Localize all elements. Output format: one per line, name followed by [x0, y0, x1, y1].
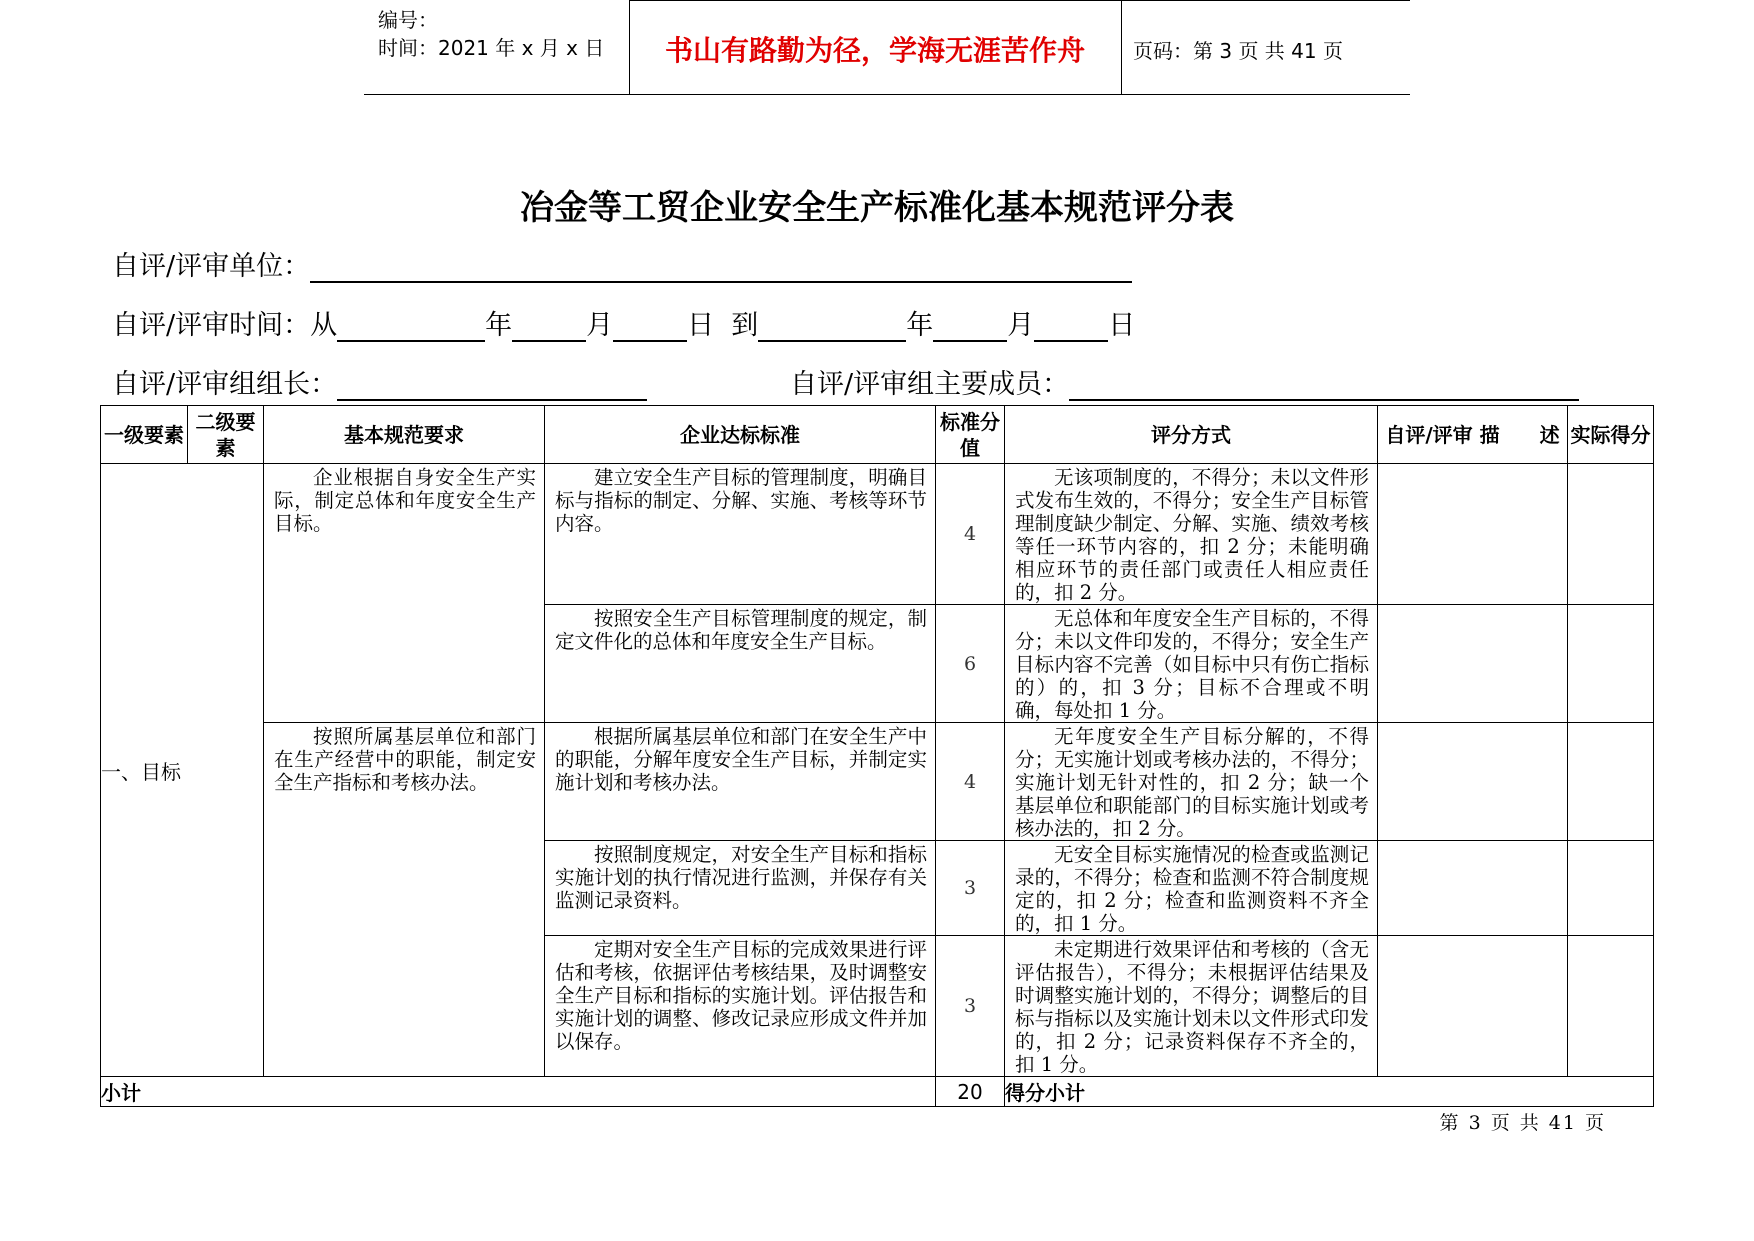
month-label: 月	[586, 310, 614, 341]
leader-label: 自评/评审组组长：	[112, 369, 338, 400]
requirement-cell: 按照所属基层单位和部门在生产经营中的职能，制定安全生产指标和考核办法。	[264, 723, 545, 1077]
header-review: 自评/评审 描 述	[1378, 406, 1568, 464]
review-cell[interactable]	[1378, 936, 1568, 1077]
subtotal-row	[101, 1077, 1654, 1107]
table-header-row	[101, 406, 1654, 464]
header-level1: 一级要素	[101, 406, 188, 464]
members-line	[790, 362, 1579, 401]
doc-time-label: 时间：2021 年 x 月 x 日	[378, 36, 605, 60]
review-cell[interactable]	[1378, 723, 1568, 841]
page-header	[364, 0, 1410, 95]
actual-score-cell[interactable]	[1568, 464, 1654, 605]
month-label: 月	[1007, 310, 1035, 341]
review-cell[interactable]	[1378, 464, 1568, 605]
from-year-blank[interactable]	[337, 312, 485, 342]
unit-line	[112, 244, 1132, 283]
leader-line	[112, 362, 647, 401]
standard-cell: 建立安全生产目标的管理制度，明确目标与指标的制定、分解、实施、考核等环节内容。	[545, 464, 936, 605]
time-line	[112, 303, 1135, 342]
score-table	[100, 405, 1654, 1107]
element-goal: 一、目标	[101, 464, 264, 1077]
page-footer: 第 3 页 共 41 页	[1439, 1112, 1606, 1134]
header-level2: 二级要素	[188, 406, 264, 464]
header-score: 标准分值	[936, 406, 1005, 464]
doc-number-label: 编号：	[378, 8, 438, 32]
to-year-blank[interactable]	[758, 312, 906, 342]
header-page-info: 页码：第 3 页 共 41 页	[1133, 39, 1343, 63]
standard-cell: 按照安全生产目标管理制度的规定，制定文件化的总体和年度安全生产目标。	[545, 605, 936, 723]
actual-score-cell[interactable]	[1568, 936, 1654, 1077]
to-day-blank[interactable]	[1034, 312, 1108, 342]
from-month-blank[interactable]	[512, 312, 586, 342]
header-standard: 企业达标标准	[545, 406, 936, 464]
table-row	[101, 723, 1654, 841]
header-meta	[364, 0, 630, 94]
time-label: 自评/评审时间：从	[112, 310, 338, 341]
score-cell: 6	[936, 605, 1005, 723]
day-label: 日	[687, 310, 715, 341]
review-cell[interactable]	[1378, 605, 1568, 723]
actual-score-cell[interactable]	[1568, 605, 1654, 723]
leader-blank[interactable]	[337, 371, 647, 401]
subtotal-label: 小计	[101, 1077, 936, 1107]
method-cell: 未定期进行效果评估和考核的（含无评估报告），不得分；未根据评估结果及时调整实施计划的，不得分；调整后的目标与指标以及实施计划未以文件形式印发的，扣 2 分；记录资料保存不齐全的，扣 1 分。	[1005, 936, 1378, 1077]
method-cell: 无年度安全生产目标分解的，不得分；无实施计划或考核办法的，不得分；实施计划无针对性的，扣 2 分；缺一个基层单位和职能部门的目标实施计划或考核办法的，扣 2 分。	[1005, 723, 1378, 841]
method-cell: 无总体和年度安全生产目标的，不得分；未以文件印发的，不得分；安全生产目标内容不完善（如目标中只有伤亡指标的）的，扣 3 分；目标不合理或不明确，每处扣 1 分。	[1005, 605, 1378, 723]
standard-cell: 按照制度规定，对安全生产目标和指标实施计划的执行情况进行监测，并保存有关监测记录资料。	[545, 841, 936, 936]
standard-cell: 定期对安全生产目标的完成效果进行评估和考核，依据评估考核结果，及时调整安全生产目标和指标的实施计划。评估报告和实施计划的调整、修改记录应形成文件并加以保存。	[545, 936, 936, 1077]
year-label: 年	[485, 310, 513, 341]
score-cell: 3	[936, 936, 1005, 1077]
subtotal-value: 20	[936, 1077, 1005, 1107]
to-label: 到	[731, 310, 759, 341]
from-day-blank[interactable]	[613, 312, 687, 342]
method-cell: 无安全目标实施情况的检查或监测记录的，不得分；检查和监测不符合制度规定的，扣 2 分；检查和监测资料不齐全的，扣 1 分。	[1005, 841, 1378, 936]
header-motto: 书山有路勤为径，学海无涯苦作舟	[664, 34, 1085, 67]
table-row	[101, 464, 1654, 605]
score-subtotal-label: 得分小计	[1005, 1077, 1654, 1107]
standard-cell: 根据所属基层单位和部门在安全生产中的职能，分解年度安全生产目标，并制定实施计划和考核办法。	[545, 723, 936, 841]
actual-score-cell[interactable]	[1568, 723, 1654, 841]
unit-blank[interactable]	[310, 253, 1132, 283]
members-blank[interactable]	[1069, 371, 1579, 401]
requirement-cell: 企业根据自身安全生产实际，制定总体和年度安全生产目标。	[264, 464, 545, 723]
to-month-blank[interactable]	[933, 312, 1007, 342]
header-actual: 实际得分	[1568, 406, 1654, 464]
header-page-cell	[1121, 0, 1410, 95]
day-label: 日	[1108, 310, 1136, 341]
header-method: 评分方式	[1005, 406, 1378, 464]
actual-score-cell[interactable]	[1568, 841, 1654, 936]
members-label: 自评/评审组主要成员：	[790, 369, 1070, 400]
score-cell: 3	[936, 841, 1005, 936]
year-label: 年	[906, 310, 934, 341]
score-cell: 4	[936, 723, 1005, 841]
score-cell: 4	[936, 464, 1005, 605]
review-cell[interactable]	[1378, 841, 1568, 936]
header-motto-cell	[629, 0, 1122, 95]
unit-label: 自评/评审单位：	[112, 251, 311, 282]
method-cell: 无该项制度的，不得分；未以文件形式发布生效的，不得分；安全生产目标管理制度缺少制定、分解、实施、绩效考核等任一环节内容的，扣 2 分；未能明确相应环节的责任部门或责任人相应责任的，扣 2 分。	[1005, 464, 1378, 605]
document-title: 冶金等工贸企业安全生产标准化基本规范评分表	[520, 188, 1234, 228]
header-requirement: 基本规范要求	[264, 406, 545, 464]
